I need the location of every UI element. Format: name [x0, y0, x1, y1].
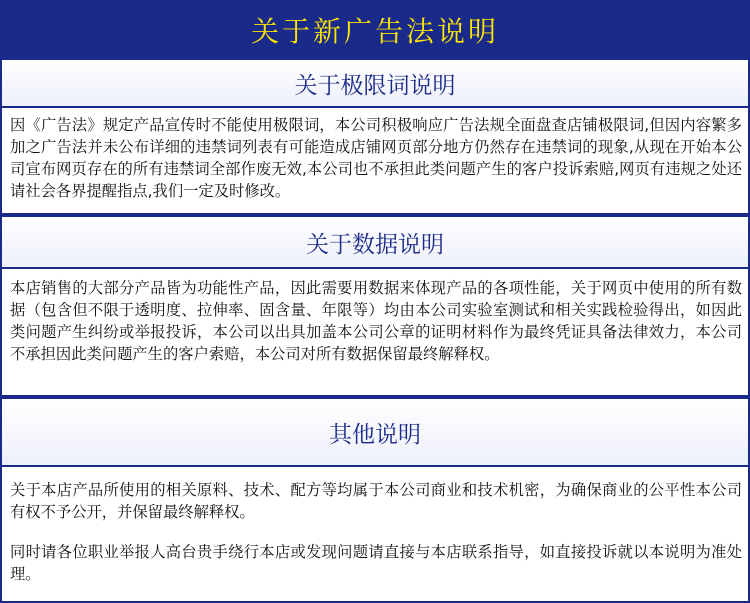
section-body: 因《广告法》规定产品宣传时不能使用极限词，本公司积极响应广告法规全面盘查店铺极限词,但因内容繁多加之广告法并未公布详细的违禁词列表有可能造成店铺网页部分地方仍然存在违禁词的现象,从现在开始本公司宣布网页存在的所有违禁词全部作废无效,本公司也不承担此类问题产生的客户投诉索赔,网页有违规之处还请社会各界提醒指点,我们一定及时修改。	[10, 116, 742, 200]
section-divider	[2, 267, 748, 269]
section-data	[2, 217, 748, 395]
section-body: 本店销售的大部分产品皆为功能性产品，因此需要用数据来体现产品的各项性能，关于网页中使用的所有数据（包含但不限于透明度、拉伸率、固含量、年限等）均由本公司实验室测试和相关实践检验得出，如因此类问题产生纠纷或举报投诉，本公司以出具加盖本公司公章的证明材料作为最终凭证具备法律效力，本公司不承担因此类问题产生的客户索赔，本公司对所有数据保留最终解释权。	[10, 279, 742, 363]
section-body: 关于本店产品所使用的相关原料、技术、配方等均属于本公司商业和技术机密，为确保商业的公平性本公司有权不予公开，并保留最终解释权。	[10, 481, 742, 521]
section-limit-words	[2, 60, 748, 213]
main-title: 关于新广告法说明	[250, 15, 499, 48]
section-heading: 关于数据说明	[2, 217, 748, 267]
section-heading: 其他说明	[2, 399, 748, 465]
section-body: 同时请各位职业举报人高台贵手绕行本店或发现问题请直接与本店联系指导，如直接投诉就以本说明为准处理。	[10, 543, 742, 583]
section-other	[2, 399, 748, 601]
section-heading: 关于极限词说明	[2, 60, 748, 106]
section-divider	[2, 106, 748, 108]
section-divider	[2, 465, 748, 467]
